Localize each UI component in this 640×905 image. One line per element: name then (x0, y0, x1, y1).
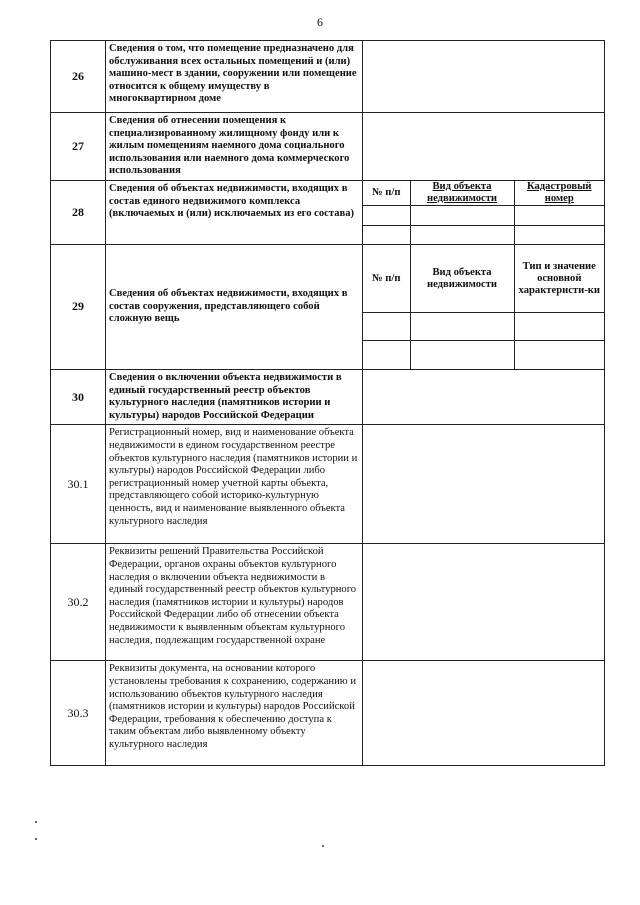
row-number: 30.2 (51, 544, 106, 661)
table-row (51, 369, 605, 424)
row-value-cell (363, 369, 605, 424)
row-description: Реквизиты решений Правительства Российской Федерации, органов охраны объектов культурного наследия о включении объекта недвижимости в единый государственный реестр объектов культурного наследия (памятников истории и культуры) народов Российской Федерации либо об отнесении объекта недвижимости к выявленным объектам культурного наследия, подлежащим государственной охране (106, 544, 363, 661)
row-description: Регистрационный номер, вид и наименование объекта недвижимости в едином государственном реестре объектов культурного наследия (памятников истории и культуры) народов Российской Федерации либо регистрационный номер учетной карты объекта, представляющего собой историко-культурную ценность, вид и наименование выявленного объекта культурного наследия (106, 425, 363, 544)
scan-speck (322, 845, 324, 847)
subtable-header-number: № п/п (363, 181, 410, 206)
row-value-cell (363, 661, 605, 766)
row-value-cell (363, 113, 605, 181)
table-row (51, 113, 605, 181)
subtable-header-number: № п/п (363, 245, 410, 313)
row-number: 28 (51, 180, 106, 244)
table-row (51, 544, 605, 661)
scan-speck (35, 838, 37, 840)
table-row (51, 244, 605, 369)
complex-objects-subtable (363, 181, 604, 244)
row-description: Сведения о том, что помещение предназначено для обслуживания всех остальных помещений и (или) машино-мест в здании, сооружении или помещение относится к общему имуществу в многоквартирном доме (106, 41, 363, 113)
register-table (50, 40, 605, 766)
scan-speck (35, 821, 37, 823)
subtable-header-characteristic: Тип и значение основной характеристи-ки (514, 245, 604, 313)
row-description: Сведения о включении объекта недвижимости в единый государственный реестр объектов культурного наследия (памятников истории и культуры) народов Российской Федерации (106, 369, 363, 424)
row-value-cell (363, 544, 605, 661)
row-value-cell (363, 244, 605, 369)
row-description: Сведения об объектах недвижимости, входящих в состав единого недвижимого комплекса (включаемых и (или) исключаемых из его состава) (106, 180, 363, 244)
structure-objects-subtable (363, 245, 604, 369)
row-number: 30.1 (51, 425, 106, 544)
row-number: 29 (51, 244, 106, 369)
row-value-cell (363, 41, 605, 113)
table-row (51, 425, 605, 544)
table-row (51, 41, 605, 113)
row-description: Реквизиты документа, на основании которого установлены требования к сохранению, содержанию и использованию объектов культурного наследия (памятников истории и культуры) народов Российской Федерации, требования к обеспечению доступа к таким объектам либо выявленному объекту культурного наследия (106, 661, 363, 766)
row-number: 30 (51, 369, 106, 424)
table-row (51, 180, 605, 244)
subtable-header-cadastral: Кадастровый номер (514, 181, 604, 206)
row-value-cell (363, 180, 605, 244)
page-number: 6 (317, 15, 323, 29)
row-number: 26 (51, 41, 106, 113)
subtable-header-type: Вид объекта недвижимости (410, 181, 514, 206)
table-row (51, 661, 605, 766)
row-value-cell (363, 425, 605, 544)
subtable-header-type: Вид объекта недвижимости (410, 245, 514, 313)
row-description: Сведения об отнесении помещения к специализированному жилищному фонду или к жилым помещениям наемного дома социального использования или наемного дома коммерческого использования (106, 113, 363, 181)
row-number: 27 (51, 113, 106, 181)
row-number: 30.3 (51, 661, 106, 766)
row-description: Сведения об объектах недвижимости, входящих в состав сооружения, представляющего собой сложную вещь (106, 244, 363, 369)
